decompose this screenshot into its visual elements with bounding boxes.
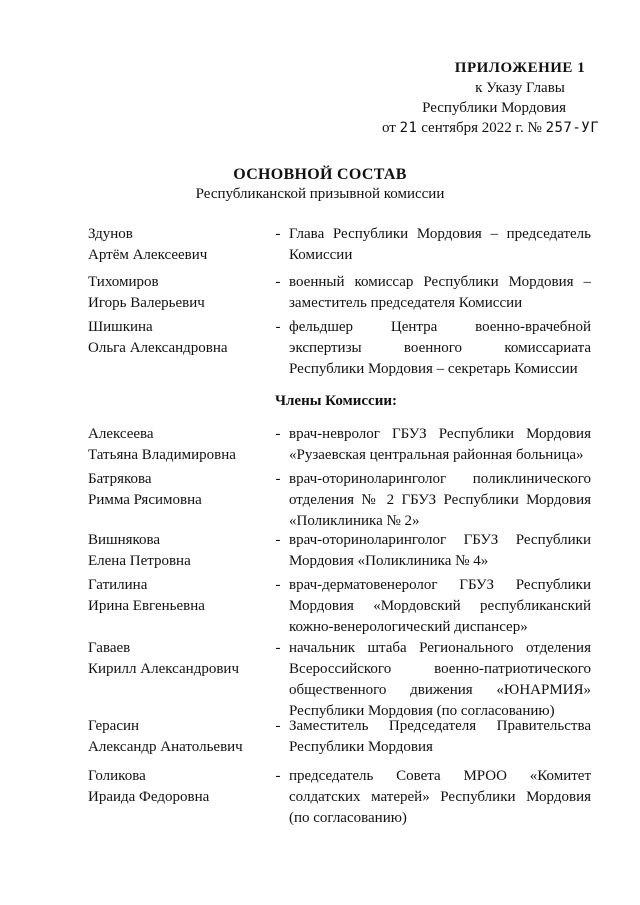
person-name: [88, 469, 268, 511]
person-role: врач-оториноларинголог ГБУЗ Республики Мордовия «Поликлиника № 4»: [289, 532, 591, 569]
document-subtitle: Республиканской призывной комиссии: [195, 186, 445, 202]
members-heading: Члены Комиссии:: [275, 393, 397, 409]
date-day: 21: [399, 120, 418, 136]
decree-number: 257-УГ: [545, 120, 600, 136]
dash-separator: -: [275, 532, 281, 548]
person-given-name: Ираида Федоровна: [88, 789, 210, 805]
person-given-name: Ирина Евгеньевна: [88, 598, 205, 614]
dash-separator: -: [275, 718, 281, 734]
person-role: начальник штаба Регионального отделения Всероссийского военно-патриотического общественного движения «ЮНАРМИЯ» Республики Мордовия (по согласованию): [289, 640, 591, 719]
document-heading: [0, 165, 640, 204]
person-given-name: Ольга Александровна: [88, 340, 228, 356]
person-role: врач-оториноларинголог поликлинического отделения № 2 ГБУЗ Республики Мордовия «Поликлиника № 2»: [289, 471, 591, 529]
person-surname: Голикова: [88, 768, 146, 784]
person-name: [88, 766, 268, 808]
appendix-line-1: к Указу Главы: [475, 80, 565, 96]
person-name: [88, 716, 268, 758]
person-surname: Гаваев: [88, 640, 131, 656]
number-prefix: №: [527, 120, 542, 136]
person-role: врач-дерматовенеролог ГБУЗ Республики Мордовия «Мордовский республиканский кожно-венерологический диспансер»: [289, 577, 591, 635]
person-given-name: Татьяна Владимировна: [88, 447, 236, 463]
person-given-name: Кирилл Александрович: [88, 661, 239, 677]
person-name: [88, 638, 268, 680]
person-surname: Алексеева: [88, 426, 154, 442]
appendix-title: ПРИЛОЖЕНИЕ 1: [454, 60, 586, 76]
person-name: [88, 530, 268, 572]
person-name: [88, 317, 268, 359]
person-name: [88, 272, 268, 314]
person-given-name: Артём Алексеевич: [88, 247, 208, 263]
person-surname: Шишкина: [88, 319, 153, 335]
person-name: [88, 424, 268, 466]
document-title: ОСНОВНОЙ СОСТАВ: [233, 166, 407, 183]
dash-separator: -: [275, 640, 281, 656]
appendix-header: [380, 58, 620, 138]
appendix-line-2: Республики Мордовия: [422, 100, 566, 116]
dash-separator: -: [275, 274, 281, 290]
person-role: врач-невролог ГБУЗ Республики Мордовия «Рузаевская центральная районная больница»: [289, 426, 591, 463]
person-given-name: Елена Петровна: [88, 553, 191, 569]
person-given-name: Александр Анатольевич: [88, 739, 243, 755]
dash-separator: -: [275, 226, 281, 242]
person-role: военный комиссар Республики Мордовия – заместитель председателя Комиссии: [289, 274, 591, 311]
person-role: председатель Совета МРОО «Комитет солдатских матерей» Республики Мордовия (по согласованию): [289, 768, 591, 826]
person-surname: Герасин: [88, 718, 140, 734]
person-surname: Гатилина: [88, 577, 148, 593]
person-surname: Здунов: [88, 226, 133, 242]
date-prefix: от: [382, 120, 396, 136]
person-name: [88, 575, 268, 617]
dash-separator: -: [275, 577, 281, 593]
dash-separator: -: [275, 471, 281, 487]
person-surname: Вишнякова: [88, 532, 161, 548]
person-name: [88, 224, 268, 266]
dash-separator: -: [275, 426, 281, 442]
person-surname: Тихомиров: [88, 274, 159, 290]
person-given-name: Игорь Валерьевич: [88, 295, 205, 311]
person-role: Глава Республики Мордовия – председатель Комиссии: [289, 226, 591, 263]
dash-separator: -: [275, 319, 281, 335]
person-role: фельдшер Центра военно-врачебной экспертизы военного комиссариата Республики Мордовия – секретарь Комиссии: [289, 319, 591, 377]
person-given-name: Римма Рясимовна: [88, 492, 202, 508]
dash-separator: -: [275, 768, 281, 784]
person-surname: Батрякова: [88, 471, 152, 487]
date-text: сентября 2022 г.: [421, 120, 524, 136]
person-role: Заместитель Председателя Правительства Республики Мордовия: [289, 718, 591, 755]
appendix-date-line: [382, 118, 620, 138]
